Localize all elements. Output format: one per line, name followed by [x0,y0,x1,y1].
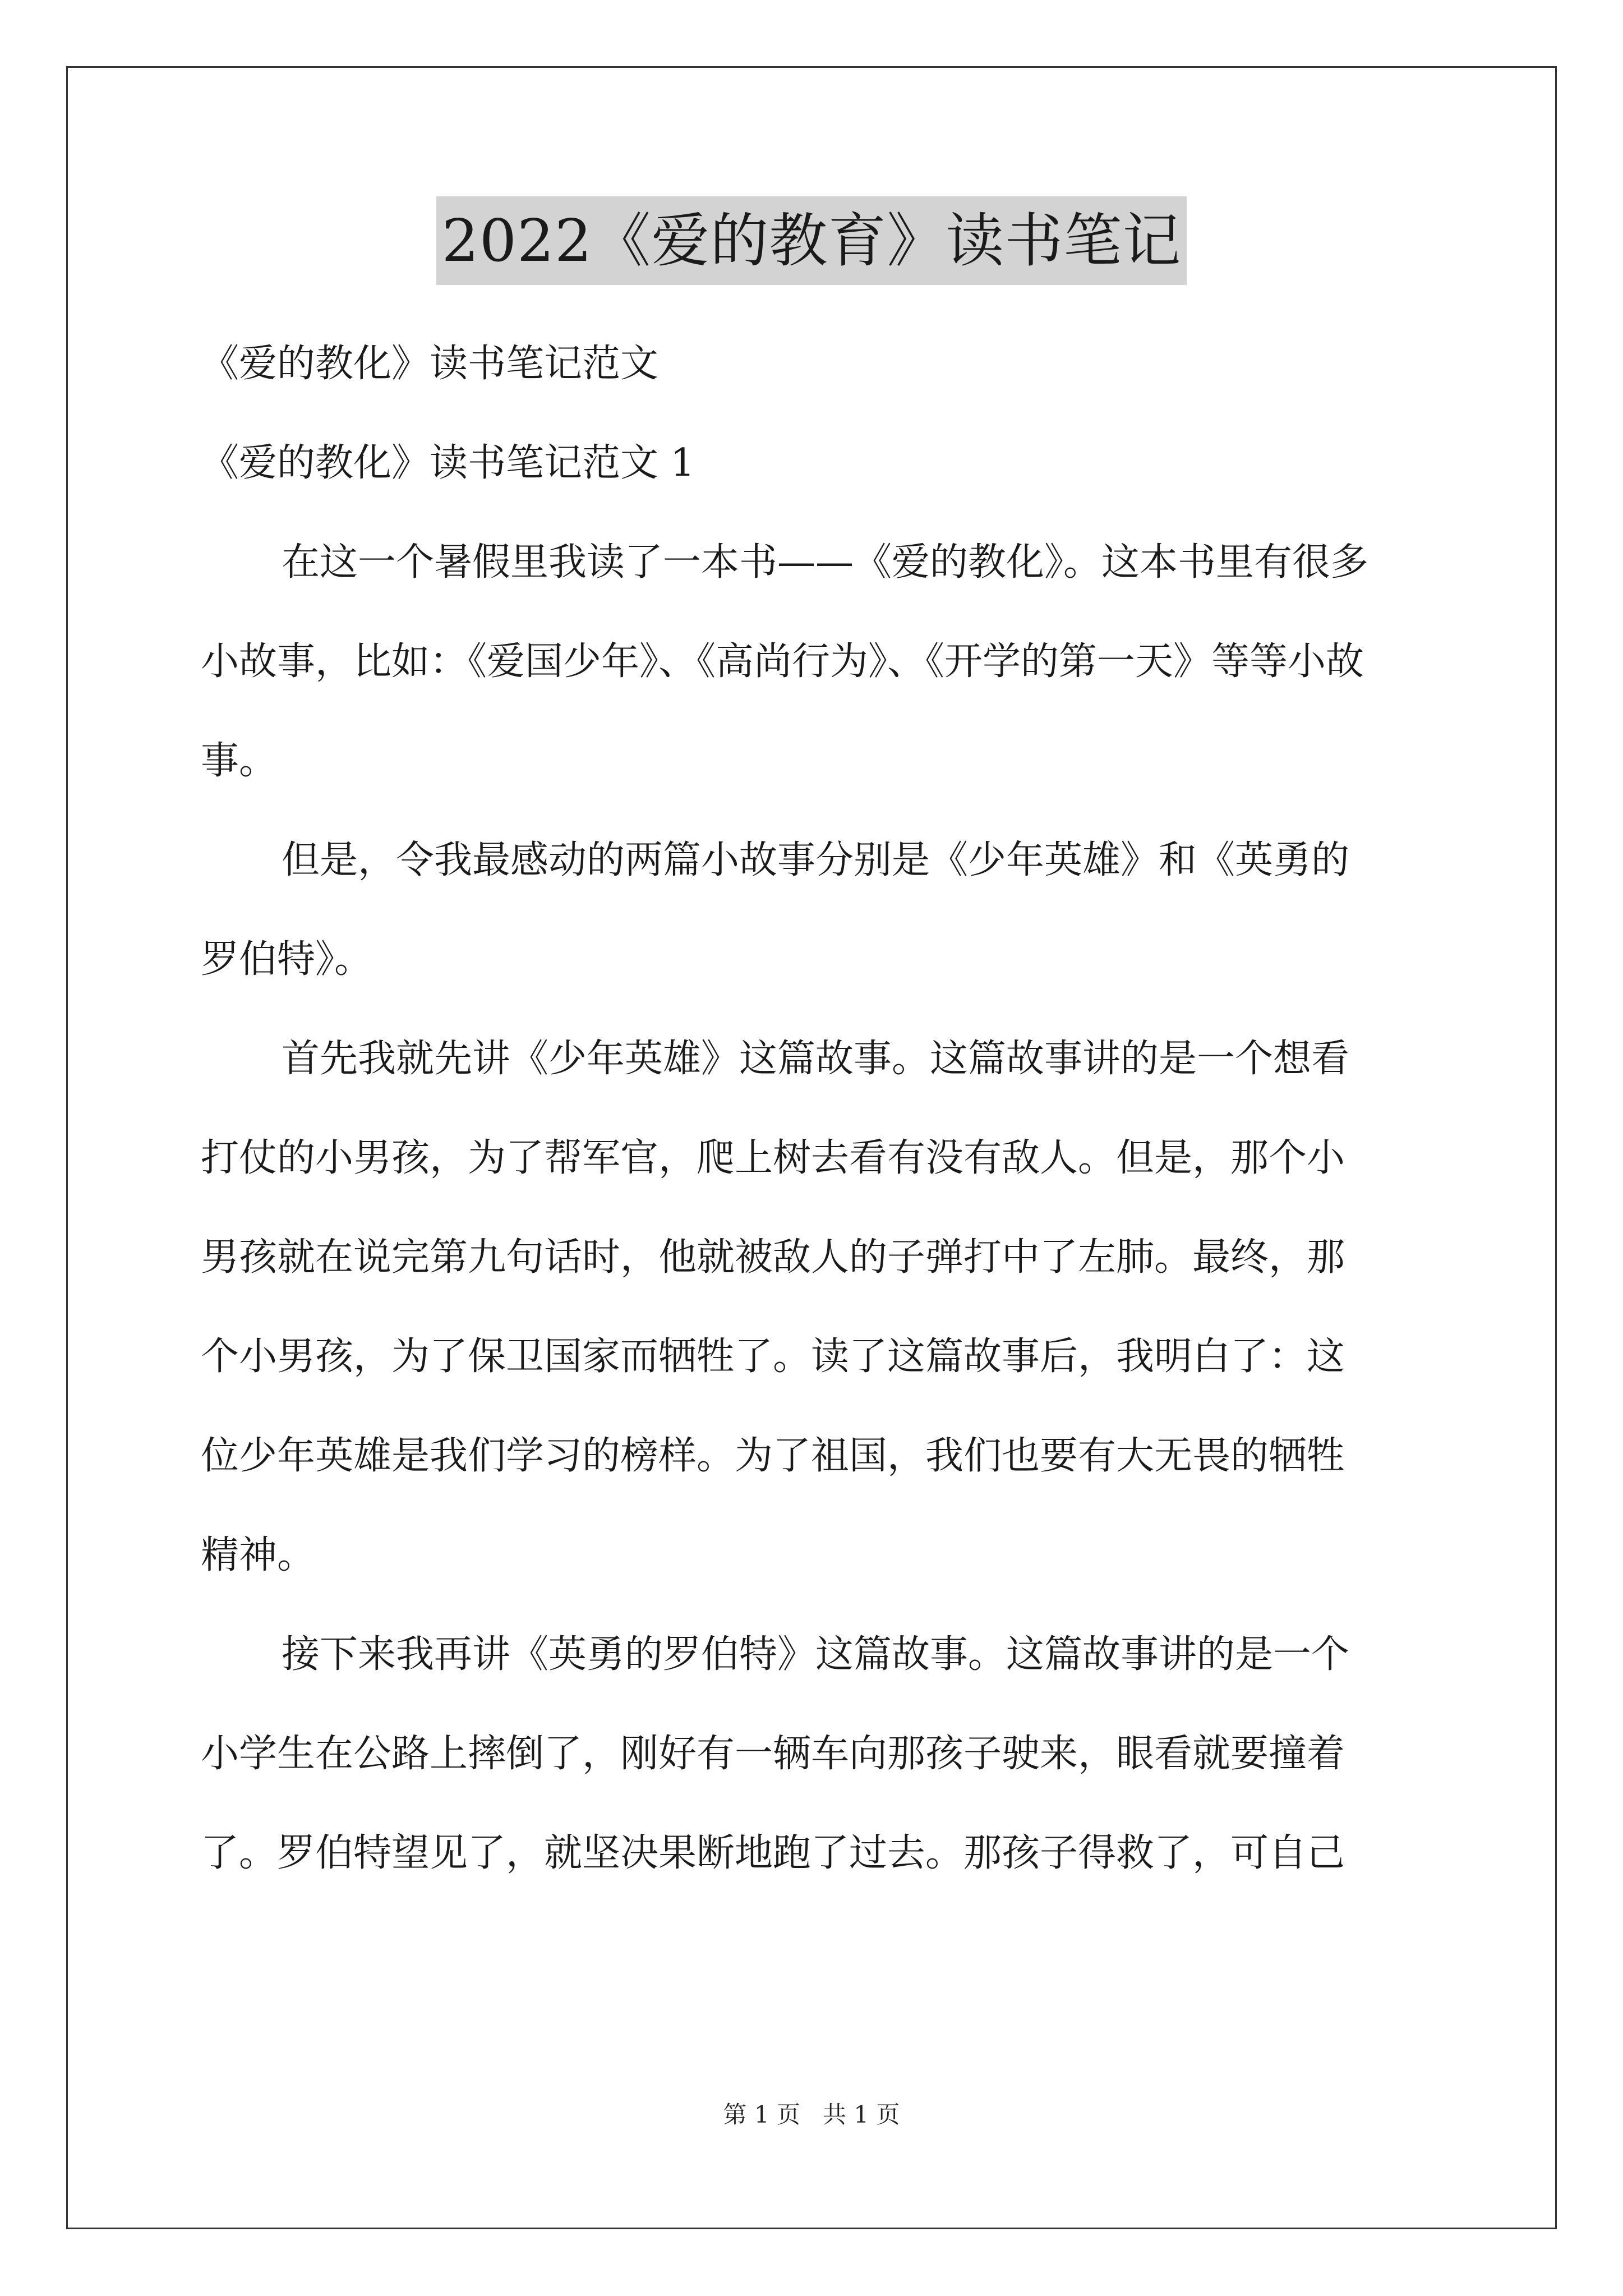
paragraph-line: 但是，令我最感动的两篇小故事分别是《少年英雄》和《英勇的 [282,838,1350,882]
paragraph-line: 小学生在公路上摔倒了，刚好有一辆车向那孩子驶来，眼看就要撞着 [201,1732,1345,1776]
document-title: 2022《爱的教育》读书笔记 [436,196,1187,285]
page-total: 共 1 页 [823,2101,900,2128]
paragraph-line: 事。 [201,739,278,783]
document-body [201,314,1435,1903]
paragraph-line: 罗伯特》。 [201,937,373,982]
paragraph-line: 首先我就先讲《少年英雄》这篇故事。这篇故事讲的是一个想看 [282,1037,1350,1081]
paragraph-4 [201,1605,1435,1903]
title-container [0,196,1623,285]
paragraph-line: 在这一个暑假里我读了一本书——《爱的教化》。这本书里有很多 [282,540,1369,585]
paragraph-line: 小故事，比如：《爱国少年》、《高尚行为》、《开学的第一天》等等小故 [201,639,1364,684]
paragraph-line: 男孩就在说完第九句话时，他就被敌人的子弹打中了左肺。最终，那 [201,1235,1345,1280]
paragraph-line: 个小男孩，为了保卫国家而牺牲了。读了这篇故事后，我明白了：这 [201,1335,1345,1379]
paragraph-line: 位少年英雄是我们学习的榜样。为了祖国，我们也要有大无畏的牺牲 [201,1434,1345,1478]
page-footer [0,2098,1623,2132]
paragraph-line: 打仗的小男孩，为了帮军官，爬上树去看有没有敌人。但是，那个小 [201,1136,1345,1180]
paragraph-1 [201,513,1435,811]
paragraph-line: 精神。 [201,1533,316,1577]
paragraph-line: 接下来我再讲《英勇的罗伯特》这篇故事。这篇故事讲的是一个 [282,1632,1350,1677]
page-number: 第 1 页 [723,2101,800,2128]
section-subheading: 《爱的教化》读书笔记范文 1 [201,441,695,485]
paragraph-3 [201,1009,1435,1605]
paragraph-2 [201,811,1435,1009]
paragraph-line: 了。罗伯特望见了，就坚决果断地跑了过去。那孩子得救了，可自己 [201,1831,1345,1875]
section-heading: 《爱的教化》读书笔记范文 [201,342,659,386]
